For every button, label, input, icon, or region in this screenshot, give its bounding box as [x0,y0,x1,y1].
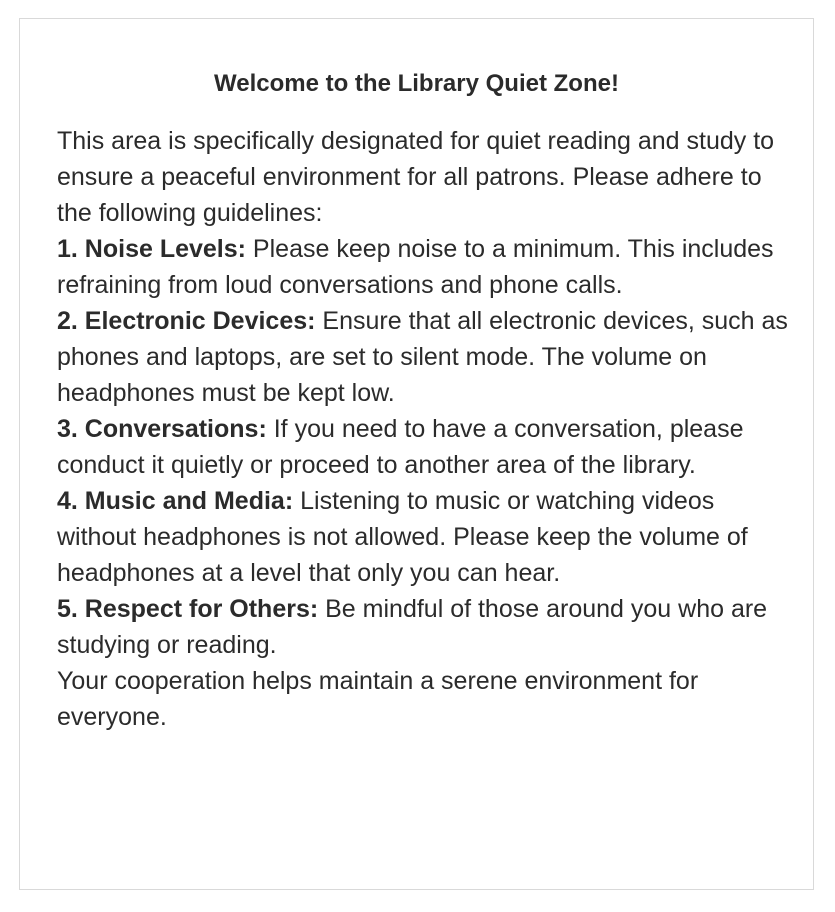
rule-heading: 4. Music and Media: [57,487,294,515]
rule-heading: 2. Electronic Devices: [57,307,316,335]
rule-heading: 5. Respect for Others: [57,595,319,623]
rule-text: Ensure that all electronic devices, such as phones and laptops, are set to silent mode. The volume on headphones must be kept low. [57,307,788,407]
rule-text: Listening to music or watching videos without headphones is not allowed. Please keep the volume of headphones at a level that only you can hear. [57,487,748,587]
rule-text: Please keep noise to a minimum. This includes refraining from loud conversations and phone calls. [57,235,774,299]
rule-heading: 3. Conversations: [57,415,267,443]
notice-title: Welcome to the Library Quiet Zone! [214,70,619,97]
rule-electronic-devices [57,303,797,411]
notice-closing: Your cooperation helps maintain a serene environment for everyone. [57,667,699,731]
rule-text: Be mindful of those around you who are studying or reading. [57,595,768,659]
rule-conversations [57,411,797,483]
rule-music-and-media [57,483,797,591]
rule-text: If you need to have a conversation, please conduct it quietly or proceed to another area of the library. [57,415,744,479]
notice-intro: This area is specifically designated for quiet reading and study to ensure a peaceful environment for all patrons. Please adhere to the following guidelines: [57,127,775,227]
notice-body [57,123,797,735]
quiet-zone-notice [19,18,814,890]
rule-noise-levels [57,231,797,303]
rule-respect-for-others [57,591,797,663]
rule-heading: 1. Noise Levels: [57,235,246,263]
